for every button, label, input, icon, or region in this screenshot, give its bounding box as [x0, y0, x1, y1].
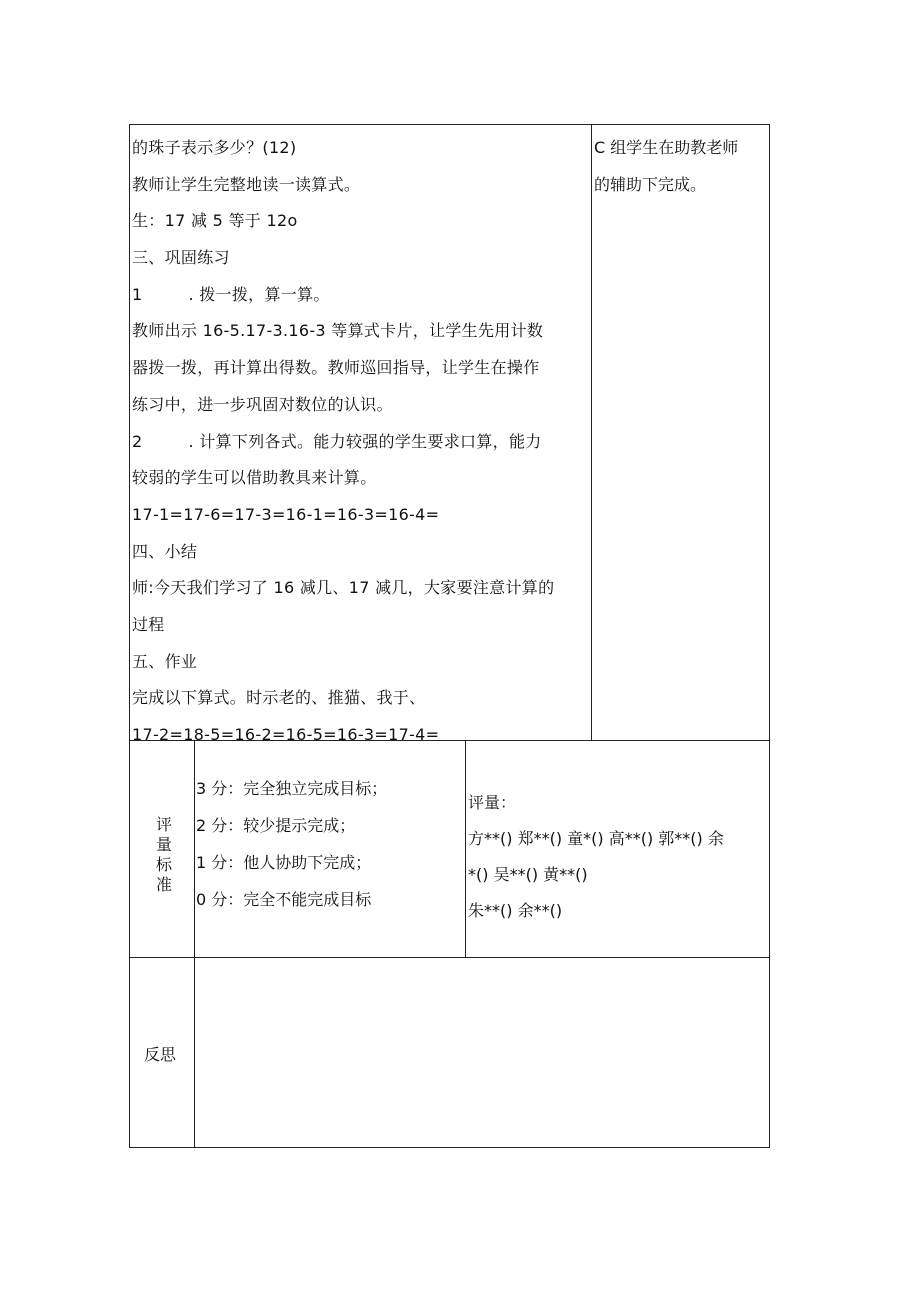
- label-column-divider: [194, 740, 195, 1148]
- criteria-list: [196, 770, 387, 918]
- score-column-divider: [465, 740, 466, 957]
- criteria-label-char: 评: [155, 815, 172, 834]
- side-note-line: C 组学生在助教老师: [594, 138, 739, 157]
- row-divider-reflection: [129, 957, 770, 958]
- reflection-label: 反思: [144, 1045, 177, 1064]
- side-note-line: 的辅助下完成。: [594, 174, 707, 194]
- criteria-item: 3 分：完全独立完成目标；: [196, 779, 388, 798]
- criteria-item: 0 分：完全不能完成目标: [196, 890, 372, 909]
- section-heading: 三、巩固练习: [132, 248, 230, 268]
- criteria-item: 1 分：他人协助下完成；: [196, 853, 372, 872]
- criteria-label-char: 量: [155, 835, 172, 854]
- score-title: 评量：: [468, 793, 517, 812]
- equation-line: 17-1=17-6=17-3=16-1=16-3=16-4=: [132, 504, 440, 524]
- lesson-line: 完成以下算式。时示老的、推猫、我于、: [132, 688, 426, 708]
- lesson-line: 过程: [132, 614, 165, 634]
- lesson-line: 的珠子表示多少？(12): [132, 138, 297, 157]
- section-heading: 五、作业: [132, 651, 198, 671]
- lesson-line: 练习中，进一步巩固对数位的认识。: [132, 394, 393, 414]
- score-line: 方**() 郑**() 童*() 高**() 郭**() 余: [468, 829, 724, 848]
- item-number: 2: [132, 431, 143, 451]
- lesson-line: 师:今天我们学习了 16 减几、17 减几，大家要注意计算的: [132, 578, 555, 598]
- score-line: *() 吴**() 黄**(): [468, 865, 588, 884]
- criteria-label: [150, 815, 178, 895]
- lesson-content: [132, 130, 592, 742]
- section-heading: 四、小结: [132, 541, 198, 561]
- item-number: 1: [132, 284, 143, 304]
- numbered-item: [132, 424, 592, 461]
- side-notes: [594, 130, 766, 203]
- item-text: . 拨一拨，算一算。: [188, 284, 330, 304]
- lesson-line: 教师出示 16-5.17-3.16-3 等算式卡片，让学生先用计数: [132, 321, 544, 341]
- item-text: . 计算下列各式。能力较强的学生要求口算，能力: [188, 431, 542, 451]
- lesson-line: 生：17 减 5 等于 12o: [132, 211, 298, 231]
- criteria-label-char: 标: [155, 855, 172, 874]
- lesson-line: 教师让学生完整地读一读算式。: [132, 174, 361, 194]
- numbered-item: [132, 277, 592, 314]
- lesson-line: 器拨一拨，再计算出得数。教师巡回指导，让学生在操作: [132, 358, 540, 378]
- lesson-line: 较弱的学生可以借助教具来计算。: [132, 468, 377, 488]
- equation-line: 17-2=18-5=16-2=16-5=16-3=17-4=: [132, 725, 440, 742]
- score-line: 朱**() 余**(): [468, 901, 563, 920]
- criteria-item: 2 分：较少提示完成；: [196, 816, 356, 835]
- criteria-label-char: 准: [155, 875, 172, 894]
- score-area: [468, 785, 724, 929]
